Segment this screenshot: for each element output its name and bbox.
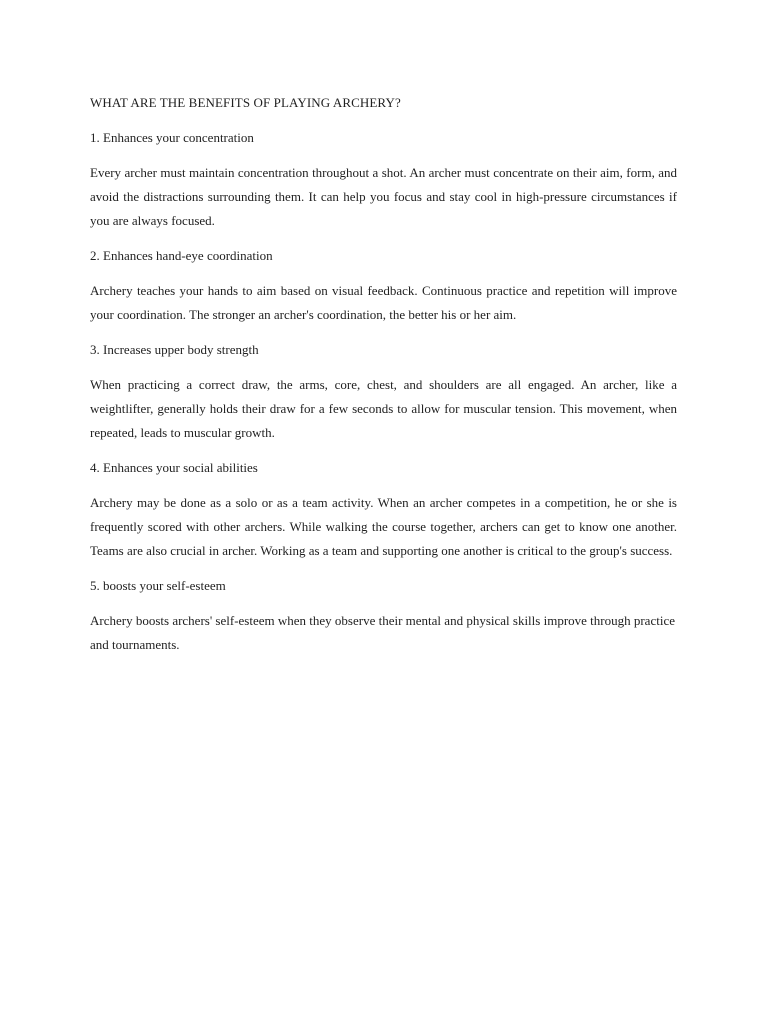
document-content <box>90 91 677 668</box>
section-body-self-esteem: Archery boosts archers' self-esteem when they observe their mental and physical skills improve through practice and tournaments. <box>90 613 675 652</box>
section-body-coordination: Archery teaches your hands to aim based on visual feedback. Continuous practice and repetition will improve your coordination. The stronger an archer's coordination, the better his or her aim. <box>90 283 677 322</box>
section-heading-self-esteem: 5. boosts your self-esteem <box>90 578 226 593</box>
section-heading-concentration: 1. Enhances your concentration <box>90 130 254 145</box>
section-heading-social: 4. Enhances your social abilities <box>90 460 258 475</box>
section-heading-coordination: 2. Enhances hand-eye coordination <box>90 248 273 263</box>
section-body-social: Archery may be done as a solo or as a team activity. When an archer competes in a competition, he or she is frequently scored with other archers. While walking the course together, archers can get to know one another. Teams are also crucial in archer. Working as a team and supporting one another is critical to the group's success. <box>90 495 677 558</box>
document-title: WHAT ARE THE BENEFITS OF PLAYING ARCHERY? <box>90 95 401 110</box>
section-heading-strength: 3. Increases upper body strength <box>90 342 259 357</box>
section-body-strength: When practicing a correct draw, the arms, core, chest, and shoulders are all engaged. An archer, like a weightlifter, generally holds their draw for a few seconds to allow for muscular tension. This movement, when repeated, leads to muscular growth. <box>90 377 677 440</box>
section-body-concentration: Every archer must maintain concentration throughout a shot. An archer must concentrate on their aim, form, and avoid the distractions surrounding them. It can help you focus and stay cool in high-pressure circumstances if you are always focused. <box>90 165 677 228</box>
